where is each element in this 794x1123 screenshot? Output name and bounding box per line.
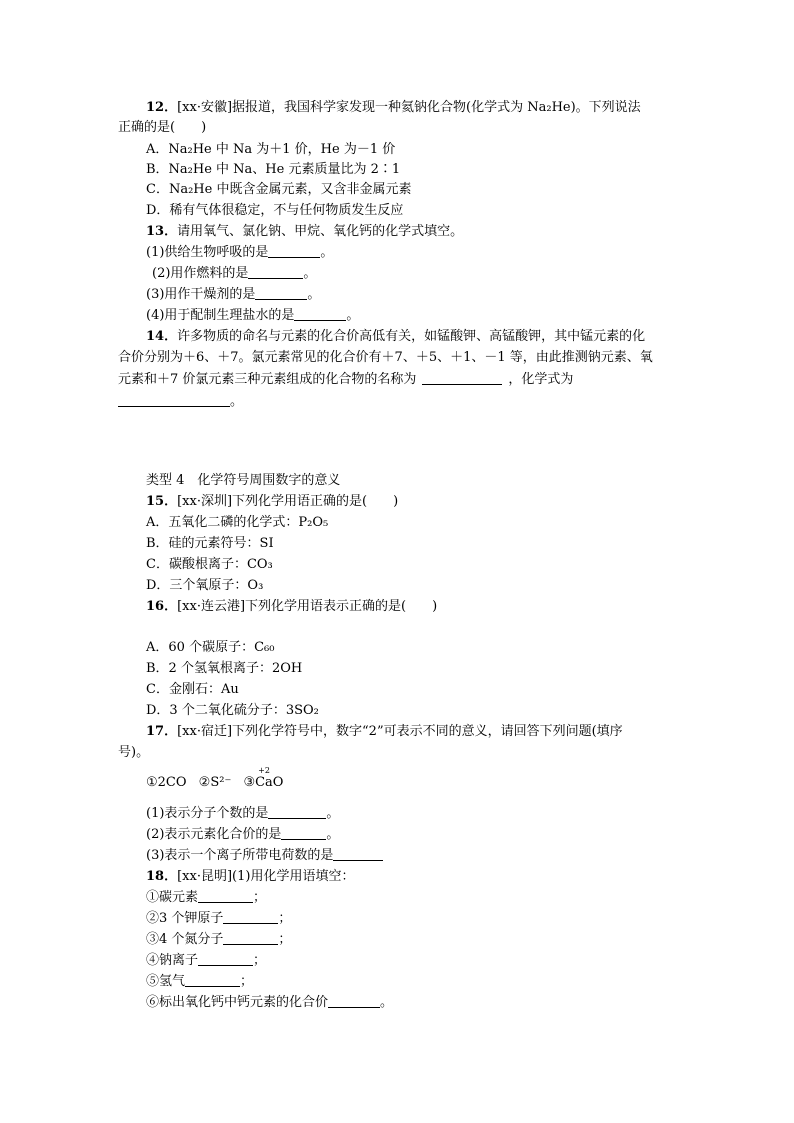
q18-item6	[146, 993, 393, 1013]
q17-sub3	[146, 846, 383, 866]
q13-header	[146, 222, 463, 242]
q18-item3	[146, 930, 291, 950]
answer-blank[interactable]	[223, 930, 278, 945]
period: 。	[307, 287, 321, 302]
q14-text-3a: 元素和＋7 价氯元素三种元素组成的化合物的名称为	[118, 372, 417, 387]
q16-option-a: A．60 个碳原子：C₆₀	[146, 640, 275, 655]
q13-sub2	[152, 264, 316, 284]
q16-option-c: C．金刚石：Au	[146, 682, 239, 697]
answer-blank[interactable]	[333, 846, 383, 861]
q17-symbol-3-formula: CaO	[255, 775, 284, 790]
q18-number: 18．	[146, 869, 178, 884]
q14-line1	[146, 327, 645, 347]
q12-option-b: B．Na₂He 中 Na、He 元素质量比为 2∶1	[146, 162, 401, 177]
period: 。	[326, 827, 340, 842]
period: 。	[326, 806, 340, 821]
q15-option-c: C．碳酸根离子：CO₃	[146, 557, 273, 572]
q16-header	[146, 597, 437, 617]
q15-stem: [xx·深圳]下列化学用语正确的是( )	[177, 494, 399, 509]
q15-number: 15．	[146, 494, 178, 509]
answer-blank[interactable]	[198, 951, 253, 966]
q18-item5	[146, 972, 253, 992]
q12-header	[146, 98, 641, 118]
answer-blank[interactable]	[294, 306, 346, 321]
q13-sub2-text: (2)用作燃料的是	[152, 266, 249, 281]
q15-option-d: D．三个氧原子：O₃	[146, 578, 264, 593]
period: 。	[380, 995, 394, 1010]
answer-blank[interactable]	[255, 285, 307, 300]
q17-sub2	[146, 825, 339, 845]
q18-stem: [xx·昆明](1)用化学用语填空：	[177, 869, 355, 884]
q17-number: 17．	[146, 724, 178, 739]
q12-option-c: C．Na₂He 中既含金属元素，又含非金属元素	[146, 182, 412, 197]
section-heading: 类型 4 化学符号周围数字的意义	[146, 473, 341, 488]
answer-blank[interactable]	[198, 888, 253, 903]
q13-sub3-text: (3)用作干燥剂的是	[146, 287, 256, 302]
q17-header	[146, 722, 623, 742]
period: 。	[320, 245, 334, 260]
answer-blank[interactable]	[248, 264, 303, 279]
q16-stem: [xx·连云港]下列化学用语表示正确的是( )	[177, 599, 438, 614]
answer-blank-name[interactable]	[422, 370, 502, 385]
q14-number: 14．	[146, 329, 178, 344]
semicolon: ；	[240, 974, 254, 989]
q14-text-1: 许多物质的命名与元素的化合价高低有关，如锰酸钾、高锰酸钾，其中锰元素的化	[177, 329, 646, 344]
q17-symbol-2: ②S²⁻	[198, 775, 232, 790]
q18-item5-text: ⑤氢气	[146, 974, 186, 989]
q15-header	[146, 492, 398, 512]
q17-symbols	[146, 766, 284, 793]
q12-option-d: D．稀有气体很稳定，不与任何物质发生反应	[146, 203, 404, 218]
q13-number: 13．	[146, 224, 178, 239]
q17-symbol-1: ①2CO	[146, 775, 187, 790]
q14-line3	[118, 370, 573, 390]
q18-item2-text: ②3 个钾原子	[146, 911, 224, 926]
period: 。	[303, 266, 317, 281]
q16-number: 16．	[146, 599, 178, 614]
period: 。	[346, 308, 360, 323]
q14-line2: 合价分别为＋6、＋7。氯元素常见的化合价有＋7、＋5、＋1、－1 等，由此推测钠元素、氧	[118, 350, 653, 365]
q17-sub1	[146, 804, 339, 824]
q13-sub1	[146, 243, 333, 263]
q15-option-a: A．五氧化二磷的化学式：P₂O₅	[146, 515, 329, 530]
semicolon: ；	[253, 953, 267, 968]
q13-sub4	[146, 306, 359, 326]
q13-stem: 请用氧气、氯化钠、甲烷、氧化钙的化学式填空。	[177, 224, 464, 239]
q18-item2	[146, 909, 291, 929]
q17-stem-line2: 号)。	[118, 745, 150, 760]
answer-blank[interactable]	[185, 972, 240, 987]
q18-item4-text: ④钠离子	[146, 953, 199, 968]
semicolon: ；	[253, 890, 267, 905]
period: 。	[230, 394, 244, 409]
q17-sub2-text: (2)表示元素化合价的是	[146, 827, 282, 842]
q13-sub4-text: (4)用于配制生理盐水的是	[146, 308, 295, 323]
q12-stem-line2: 正确的是( )	[118, 120, 207, 135]
q18-item3-text: ③4 个氮分子	[146, 932, 224, 947]
q18-header	[146, 867, 354, 887]
q18-item1-text: ①碳元素	[146, 890, 199, 905]
semicolon: ；	[278, 932, 292, 947]
q12-number: 12．	[146, 100, 178, 115]
q14-text-3b: ，化学式为	[508, 372, 574, 387]
q12-option-a: A．Na₂He 中 Na 为＋1 价，He 为－1 价	[146, 142, 396, 157]
q17-stem: [xx·宿迁]下列化学符号中，数字“2”可表示不同的意义，请回答下列问题(填序	[177, 724, 623, 739]
q17-symbol-3	[255, 766, 284, 793]
q13-sub1-text: (1)供给生物呼吸的是	[146, 245, 269, 260]
answer-blank[interactable]	[328, 993, 380, 1008]
answer-blank[interactable]	[268, 243, 320, 258]
q15-option-b: B．硅的元素符号：SI	[146, 536, 274, 551]
semicolon: ；	[278, 911, 292, 926]
q16-option-d: D．3 个二氧化硫分子：3SO₂	[146, 703, 319, 718]
answer-blank[interactable]	[268, 804, 326, 819]
q12-stem: [xx·安徽]据报道，我国科学家发现一种氦钠化合物(化学式为 Na₂He)。下列说法	[177, 100, 641, 115]
valence-mark: +2	[258, 766, 270, 775]
q18-item4	[146, 951, 266, 971]
q14-line4	[118, 392, 243, 412]
q13-sub3	[146, 285, 320, 305]
answer-blank[interactable]	[281, 825, 326, 840]
answer-blank[interactable]	[223, 909, 278, 924]
q16-option-b: B．2 个氢氧根离子：2OH	[146, 661, 303, 676]
q17-symbol-3-prefix: ③	[243, 775, 256, 790]
answer-blank-formula[interactable]	[118, 392, 230, 407]
q18-item1	[146, 888, 266, 908]
q17-sub1-text: (1)表示分子个数的是	[146, 806, 269, 821]
q18-item6-text: ⑥标出氧化钙中钙元素的化合价	[146, 995, 329, 1010]
q17-sub3-text: (3)表示一个离子所带电荷数的是	[146, 848, 334, 863]
